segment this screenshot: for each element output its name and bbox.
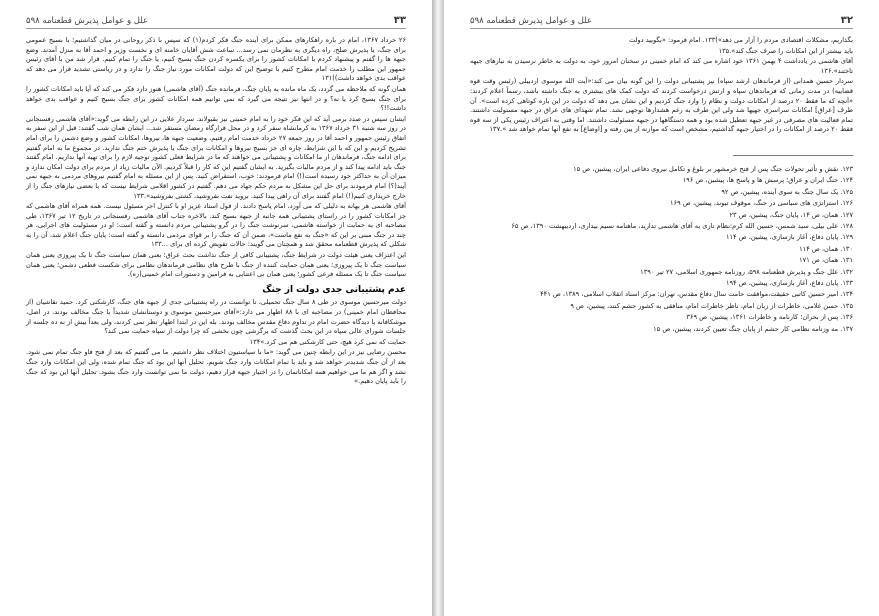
footnote: ۱۲۹. پایان دفاع، آغاز بازسازی، پیشین، ص ۱۱۴ bbox=[725, 233, 853, 242]
footnote: ۱۲۵. یک سال جنگ به سوی آینده، پیشین، ص ۹۲ bbox=[721, 187, 853, 196]
footnote: ۱۳۷. مه وزنامه نظامی کار حشم از پایان جنگ تعیین کردند، پیشین، ص ۱۵ bbox=[653, 324, 853, 333]
footnote: ۱۳۲. علل جنگ و پذیرش قطعنامه ۵۹۸، روزنامه جمهوری اسلامی، ۲۷ تیر ۱۳۹۰ bbox=[640, 267, 853, 276]
book-gutter bbox=[432, 0, 444, 616]
paragraph: سردار حسین همدانی (از فرماندهان ارشد سپاه) نیز پشتیبانی دولت را این گونه بیان می کند:«آیت الله موسوی اردبیلی (رئیس وقت قوه قضاییه) در مدت زمانی که فرماندهان سپاه و ارتش درخواست کردند که دولت کمک های بیشتری به جنگ داشته باشد، رسماً اعلام کردند: «آنچه که ما فقط ۲۰ درصد از امکانات دولت و نظام را وارد جنگ کردیم و این نشان می دهد که دولت در این باره کوتاهی کرده است». آن طرف [عراق] امکانات سراسری جهیها شد ولی این طرف به رغم هشدارها توجهی نشد. تمام شهدای های عراق در جبهه مستولیت داشتند. تمام فعالیت های مصرفی در غیر جبهه تعطیل شده بود و همه دستگاهها در جبهه مسئولیت داشتند. اما وقتی به اعتراف رئیس یکی از سه قوه فقط ۲۰ درصد از امکانات را در اختیار جبهه گذاشتیم، مشخص است که موازنه از بین رفته و [اوضاع] به نفع آنها تمام خواهد شد ».۱۳۷ bbox=[470, 77, 854, 134]
paragraph: بگذاریم، مشکلات اقتصادی مردم را آزار می دهد»)۱۳۳. امام فرمود: «بگویید دولت bbox=[629, 36, 853, 44]
footnote: ۱۳۶. پس از بحران؛ کارنامه و خاطرات ۱۳۶۱، پیشین، ص ۳۶۹ bbox=[686, 313, 853, 322]
paragraph: باید بیشتر از این امکانات را صرف جنگ کند».۱۳۵ bbox=[718, 46, 853, 55]
footnote: ۱۳۱. همان، ص ۱۷۱ bbox=[799, 256, 853, 265]
footnotes bbox=[470, 164, 853, 335]
paragraph: آقای هاشمی در یادداشت ۴ بهمن ۱۳۶۱ خود اشاره می کند که امام خمینی در سخنان امروز خود، به دولت به خاطر نرسیدن به نیازهای جبهه تاختند».۱۳۶ bbox=[470, 57, 853, 75]
footnote: ۱۲۷. همان، ص ۱۴، پایان جنگ، پیشین، ص ۲۳ bbox=[729, 210, 853, 219]
footnote: ۱۲۸. علی بیلی، سید شمس، حسین الله کرم:نظام تازی به آقای هاشمی تدارید، ماهنامه نسیم بیداری، اردیبهشت ۱۳۹۰، ص ۶۵ bbox=[511, 221, 853, 230]
left-page-header bbox=[26, 10, 406, 29]
paragraph: دولت میرحسین موسوی در طی ۸ سال جنگ تحمیلی، تا توانست در راه پشتیبانی جدی از جبهه های جنگ، کارشکنی کرد. حمید نقاشیان (از محافظان امام خمینی) در مصاحبه ای با ۸۸ اظهار می دارد:«آقای میرحسین موسوی و دوستانشان شدیداً با جنگ مخالف بودند. در اصل، موشکافانه با دیدگاه حضرت امام در تداوم دفاع مقدس مخالف بودند. بله این در ابتدا اظهار نظر نمی کردند، ولی بعداً بیش از نه ده جلسه از جلسات شورای عالی سپاه در این بحث گذشت که برگرشی چون بخشی که چرا دولت از سپاه حمایت نمی کند؟ bbox=[26, 298, 407, 336]
right-page-header bbox=[470, 10, 853, 29]
paragraph: همان گونه که ملاحظه می گردد، یک ماه مانده به پایان جنگ، فرمانده جنگ (آقای هاشمی) هنوز دارد فکر می کند که آیا باید امکانات کشور را برای جنگ بسیج کرد یا نه؟ و در انتها نیز نتیجه می گیرد که نمی توانیم همه امکانات کشور برای جنگ بسیج کنیم و عواقب بدی خواهد داشت!!؟ bbox=[26, 84, 406, 113]
paragraph: ۲۶ خرداد ۱۳۶۷، امام در باره راهکارهای ممکن برای آینده جنگ فکر کردم(۱) که سپس با ذکر روحانی در میان گذاشتیم؛ با بسیج عمومی برای جنگ، یا پذیرش صلح، راه دیگری به نظرمان نمی رسد... ساعت شش آقایان خامنه ای و نخست وزیر و احمد آقا به منزل آمدند. وضع جبهه ها را گفتم و پیشنهاد کردم با امکانات کشور را برای یکسره کردن جنگ بسیج کنیم، یا جنگ را تمام کنیم. قرار شد من با آقای رئیس جمهور این مطلب را خدمت امام مطرح کنیم با توضیح این که دولت امکانات مورد نیاز جنگ را ندارد و در ریاستی تشدید قرار می دهد که عواقب بدی خواهد داشت))۱۳۱ bbox=[26, 36, 406, 83]
footnote: ۱۳۰. همان، ص ۱۱۴ bbox=[799, 244, 853, 253]
running-title: علل و عوامل پذیرش قطعنامه ۵۹۸ bbox=[26, 16, 149, 26]
footnote: ۱۲۴. جنگ ایران و عراق؛ پرسش ها و پاسخ ها، پیشین، ص ۱۹۶ bbox=[682, 176, 853, 185]
paragraph: ایشان سپس در صدد برمی آید که این فکر خود را به امام خمینی نیز بقبولاند. سردار علایی در این رابطه می گوید:«آقای هاشمی رفسنجانی در روز سه شنبه ۳۱ خرداد ۱۳۶۷ به کرمانشاه سفر کرد و در محل قرارگاه رمضان مستقر شد... ایشان همان شب گفتند: قبل از این سفر به اتفاق رئیس جمهور و احمد آقا در روز جمعه ۲۷ خرداد خدمت امام رفتیم، وضعیت جبهه ها، نیروها، امکانات کشور و وضع دشمن را برای امام تشریح کردیم و این که با این شرایط، چاره ای جز بسیج نیروها و امکانات برای جنگ یا پذیرش ختم جنگ ندارید. در مجموع ما به امام گفتیم برای ادامه جنگ، فرماندهان از ما امکانات و پشتیبانی می خواهند که ما در شرایط فعلی کشور توجیه لازم را برای تهیه آنها نداریم. امام گفتند جنگ باید ادامه پیدا کند و از مردم مالیات بگیرید. به ایشان گفتیم این که کار را قبلاً کردیم. الآن مالیات زیاد از مردم برای دولت امکان ندارد و میزان آن به حداکثر خود رسیده است(!) امام فرمودند: خوب، استقراض کنید. پس از این مسئله به امام گفتیم نیروهای مردمی به جبهه نمی آیند(؟) امام فرمودند برای حل این مشکل به مردم حکم جهاد می دهم. گفتیم در کشور اقلامی شرایط نیست که با بعضی نیازهای جنگ را از خارج خریداری کنیم(!) امام گفتند برای آن راهی پیدا کنید. بروید نفت بفروشید، کشتی بفروشید».۱۳۳ bbox=[26, 114, 406, 200]
section-heading: عدم پشتیبانی جدی دولت از جنگ bbox=[262, 284, 406, 295]
paragraph: حمایت که نمی کرد هیچ، حتی کارشکنی هم می کرد.»۱۳۴ bbox=[249, 337, 406, 346]
running-title: علل و عوامل پذیرش قطعنامه ۵۹۸ bbox=[470, 16, 593, 26]
paragraph: محسن رضایی نیز در این رابطه چنین می گوید: «ما با سیاستیون اختلاف نظر داشتیم. ما می گفتیم که بعد از فتح فاو جنگ تمام نمی شود. بعد از آن جنگ شدیدتر خواهد شد و باید با تمام امکانات وارد جنگ شویم. تحلیل آنها این بود که جنگ تمام شده، ولی این امکانات وارد جنگ نشد و اگر هم ما می خواهیم همه امکاناتمان را در اختیار جبهه قرار دهیم، دولت ما نمی توانست وارد جنگ بشود. تحلیل آنها این بود که جنگ را باید پایان دهیم.» bbox=[26, 348, 406, 386]
paragraph: این اعتراف یعنی هیئت دولت در شرایط جنگ، پشتیبانی کافی از جنگ نداشت بحث عراق؛ یعنی همان سیاست جنگ تا یک پیروزی یعنی همان سیاست جنگ تا یک پیروزی؛ یعنی همان حمایت کننده از جنگ با طرح های نظامی فرماندهان نظامی برای شکست قطعی دشمن؛ یعنی همان سیاست جنگ تا یک مسئله فرعی کشور؛ یعنی همان بی اعتنایی به فرامین و دستورات امام خمینی(ره). bbox=[26, 251, 406, 279]
footnote: ۱۳۵. حسن غلامی، خاطرات از زبان امام، ناظر خاطرات امام، منافقی به کشور حشم کنند، پیشین، ص ۹ bbox=[570, 301, 853, 310]
page-number: ۳۳ bbox=[393, 15, 406, 26]
right-page-body bbox=[470, 36, 853, 335]
footnote: ۱۳۳. پایان دفاع، آغاز بازسازی، پیشین، ص ۱۹۴ bbox=[725, 279, 853, 287]
footnote-divider bbox=[733, 155, 853, 156]
footnote: ۱۲۶. استراتژی های سیاسی در جنگ، موقوف تیوند، پیشین، ص ۱۶۹ bbox=[670, 199, 853, 208]
footnote: ۱۳۴. امیر حسین کاتبی حقیقت،موافقت حامت سال دفاع مقدس، تهران: مرکز اسناد انقلاب اسلامی، ۱۳۸۹، ص ۴۴۱ bbox=[540, 290, 853, 299]
paragraph: آقای هاشمی هر بهانه به دلیلی که می آورد، امام پاسخ دادند. از قول استاد عزیز او با کنترل اجر مسئول نیست. همه همراه آقای هاشمی که جز امکانات کشور را در راستای پشتیبانی همه جانبه از جبهه بسیج کند. بالاخره جناب آقای هاشمی رفسنجانی در تاریخ ۱۲ تیر ۱۳۶۷، طی مصاحبه ای به حمایت از خواسته هاشمی، سرنوشت جنگ را در گرو پشتیبانی مردم دانسته و گفته است: او در مسئولیت های اجرایی، هر چند در جنگ مبنی بر این که «جنگ به نفع ماست»، ضمن آن که جنگ را بر قوای مردمی دانسته و گفته است: پایان جنگ اعلام شد، آن را به شکلی که پذیرش قطعنامه محقق شد و همچنان می گویند: حالات تفویض کرده ای برای ...۱۳۳ bbox=[26, 202, 407, 249]
left-page bbox=[0, 0, 432, 616]
page-number: ۳۲ bbox=[840, 15, 853, 26]
right-page bbox=[444, 0, 879, 616]
footnote: ۱۲۳. نقش و تأثیر تحولات جنگ پس از فتح خرمشهر بر بلوغ و تکامل نیروی دفاعی ایران، پیشین، ص ۱۵ bbox=[573, 164, 853, 173]
left-page-body bbox=[26, 36, 406, 388]
